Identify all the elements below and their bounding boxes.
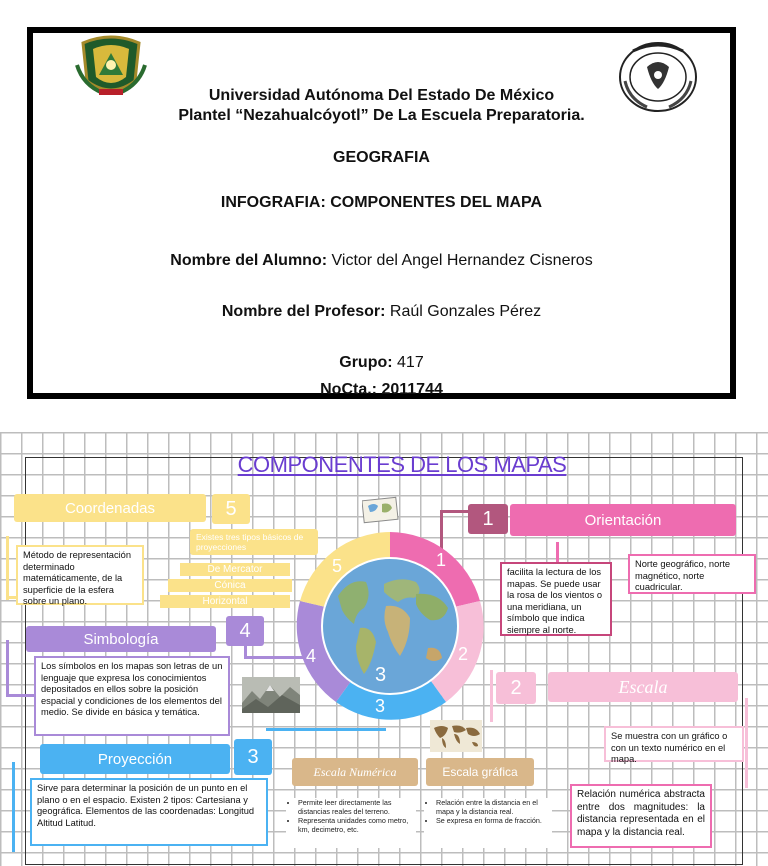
teacher-label: Nombre del Profesor: [221,303,386,320]
escala-numerica-list [286,798,416,848]
ring-number-2: 2 [458,644,469,664]
list-item: • Representa unidades como metro, km, decimetro, etc. [298,816,416,834]
connector-line [440,510,470,513]
ring-number-1: 1 [436,550,447,570]
assignment-title: INFOGRAFIA: COMPONENTES DEL MAPA [220,194,543,211]
student-line [33,252,730,270]
simbologia-header: Simbología [26,626,216,652]
escala-header: Escala [548,672,738,702]
cover-page [27,27,736,399]
proyeccion-header: Proyección [40,744,230,774]
orientacion-number: 1 [468,504,508,534]
student-label: Nombre del Alumno: [170,252,328,269]
group-value: 417 [397,354,424,371]
group-label: Grupo: [339,354,393,371]
nocta-line [33,381,730,399]
escala-number: 2 [496,672,536,704]
coordenadas-header: Coordenadas [14,494,206,522]
map-icon [362,496,400,524]
world-map-icon [430,720,482,752]
proyeccion-number: 3 [234,739,272,775]
infographic [0,432,768,866]
connector-line [6,694,36,697]
ring-number-3: 3 [375,696,386,716]
orientacion-text: facilita la lectura de los mapas. Se puede usar la rosa de los vientos o una meridiana, un símbolo que indica siempre al norte. [500,562,612,636]
escala-relation: Relación numérica abstracta entre dos magnitudes: la distancia representada en el mapa y la distancia real. [570,784,712,848]
nocta-value: 2011744 [381,381,443,398]
teacher-value: Raúl Gonzales Pérez [389,303,542,320]
plantel-name: Plantel “Nezahualcóyotl” De La Escuela Preparatoria. [178,107,585,124]
ring-number-5: 5 [332,556,343,576]
orientacion-header: Orientación [510,504,736,536]
globe-icon [320,556,460,696]
escala-grafica-header: Escala gráfica [426,758,534,786]
projection-types-note: Existes tres tipos básicos de proyecciones [190,529,318,555]
connector-line [490,670,493,722]
subject: GEOGRAFIA [333,149,430,166]
connector-line [266,728,386,731]
ring-number-4: 4 [306,646,317,666]
infographic-title: COMPONENTES DE LOS MAPAS [237,452,567,477]
projection-type-1: De Mercator [180,563,290,576]
escala-grafica-list [424,798,552,848]
escala-text: Se muestra con un gráfico o con un texto numérico en el mapa. [604,726,744,762]
group-line [33,354,730,372]
list-item: • Relación entre la distancia en el mapa y la distancia real. [436,798,552,816]
projection-type-2: Cónica [168,579,292,592]
student-value: Victor del Angel Hernandez Cisneros [331,252,593,269]
university-name: Universidad Autónoma Del Estado De México [208,87,555,104]
connector-line [745,698,748,788]
orientacion-note: Norte geográfico, norte magnético, norte cuadricular. [628,554,756,594]
nocta-label: NoCta.: [320,381,378,398]
proyeccion-text: Sirve para determinar la posición de un punto en el plano o en el espacio. Existen 2 tipos: Cartesiana y geográfica. Elementos de las coordenadas: Longitud Altitud Latitud. [30,778,268,846]
escala-numerica-header: Escala Numérica [292,758,418,786]
connector-line [6,640,9,696]
connector-line [6,536,9,600]
simbologia-number: 4 [226,616,264,646]
projection-type-3: Horizontal [160,595,290,608]
coordenadas-number: 5 [212,494,250,524]
list-item: • Se expresa en forma de fracción. [436,816,552,825]
list-item: • Permite leer directamente las distancias reales del terreno. [298,798,416,816]
ring-number-3-inner: 3 [375,664,387,686]
connector-line [556,542,559,562]
simbologia-text: Los símbolos en los mapas son letras de un lenguaje que expresa los conocimientos depositados en ellos sobre la posición espacial y condiciones de los elementos del medio. Se divide en básica y temática. [34,656,230,736]
teacher-line [33,303,730,321]
connector-line [12,762,15,852]
coordenadas-text: Método de representación determinado matemáticamente, de la superficie de la esfera sobre un plano. [16,545,144,605]
